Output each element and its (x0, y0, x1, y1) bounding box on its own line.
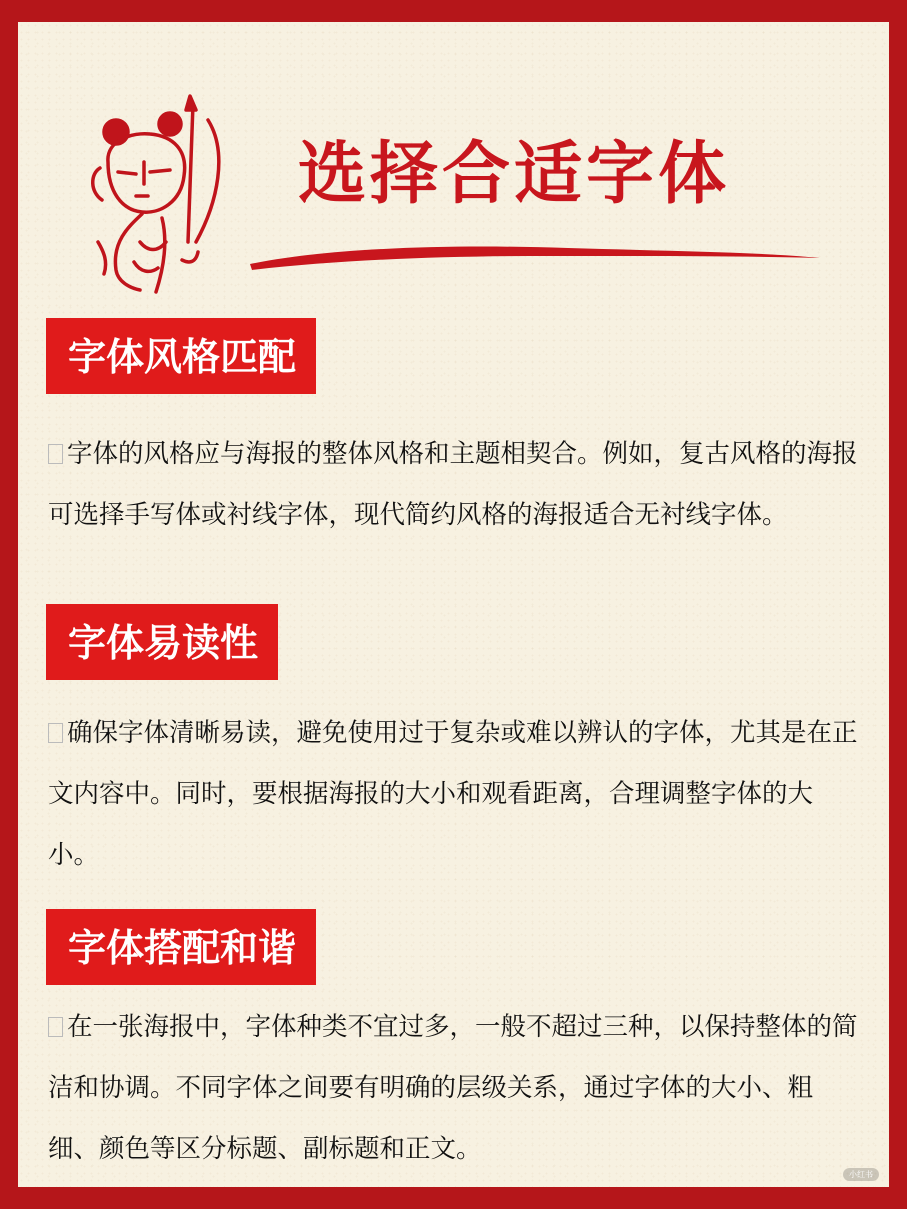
section-heading-harmony: 字体搭配和谐 (46, 909, 316, 985)
missing-glyph-box-icon (48, 723, 63, 743)
section-body-readability: 确保字体清晰易读，避免使用过于复杂或难以辨认的字体，尤其是在正文内容中。同时，要根据海报的大小和观看距离，合理调整字体的大小。 (48, 718, 858, 870)
watermark: 小红书 (843, 1168, 879, 1181)
ink-girl-illustration-icon (78, 92, 238, 307)
section-heading-style-match: 字体风格匹配 (46, 318, 316, 394)
missing-glyph-box-icon (48, 444, 63, 464)
brush-underline (248, 240, 823, 280)
missing-glyph-box-icon (48, 1017, 63, 1037)
section-body-harmony: 在一张海报中，字体种类不宜过多，一般不超过三种，以保持整体的简洁和协调。不同字体之间要有明确的层级关系，通过字体的大小、粗细、颜色等区分标题、副标题和正文。 (48, 1012, 858, 1164)
poster-card (18, 22, 889, 1187)
section-body-style-match: 字体的风格应与海报的整体风格和主题相契合。例如，复古风格的海报可选择手写体或衬线字体，现代简约风格的海报适合无衬线字体。 (48, 439, 858, 530)
section-heading-readability: 字体易读性 (46, 604, 278, 680)
page-title: 选择合适字体 (298, 134, 731, 214)
